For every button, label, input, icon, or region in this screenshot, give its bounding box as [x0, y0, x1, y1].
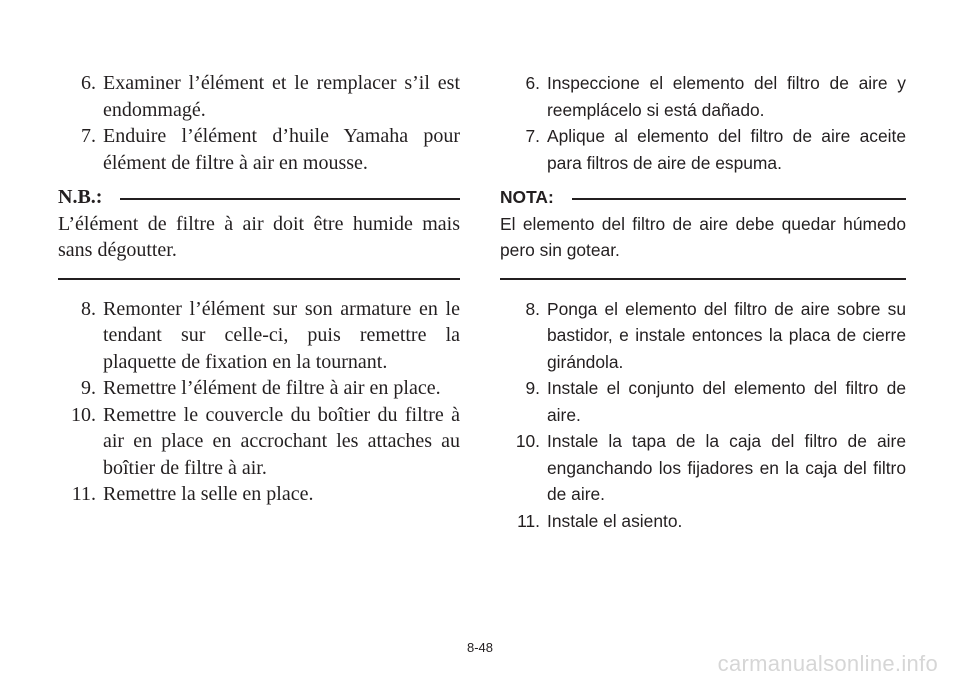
spanish-column	[500, 70, 906, 534]
step-number: 7.	[81, 125, 96, 147]
step-number: 7.	[525, 126, 540, 146]
step-number: 11.	[71, 483, 96, 505]
step-number: 9.	[525, 378, 540, 398]
step-number: 11.	[517, 510, 540, 531]
step-text: Aplique al elemento del filtro de aire aceite para filtros de aire de espuma.	[547, 126, 906, 173]
step-text: Remettre le couvercle du boîtier du filtre à air en place en accrochant les attaches au boîtier de filtre à air.	[103, 403, 460, 479]
note-label: NOTA:	[500, 187, 554, 207]
note-text: L’élément de filtre à air doit être humide mais sans dégoutter.	[58, 212, 460, 261]
step-text: Instale la tapa de la caja del filtro de aire enganchando los fijadores en la caja del filtro de aire.	[547, 431, 906, 504]
note-header	[500, 184, 906, 211]
step-text: Instale el conjunto del elemento del filtro de aire.	[547, 378, 906, 425]
step-8	[500, 296, 906, 376]
step-number: 6.	[81, 72, 96, 94]
step-11	[58, 481, 460, 508]
note-end-rule	[500, 278, 906, 280]
step-text: Remettre la selle en place.	[103, 483, 314, 505]
step-9	[58, 375, 460, 402]
note-rule	[120, 198, 460, 200]
step-text: Remettre l’élément de filtre à air en place.	[103, 377, 441, 399]
step-number: 9.	[81, 377, 96, 399]
step-7	[58, 123, 460, 176]
step-11	[500, 508, 906, 535]
note-header	[58, 184, 460, 211]
note-text: El elemento del filtro de aire debe quedar húmedo pero sin gotear.	[500, 213, 906, 260]
step-text: Remonter l’élément sur son armature en le tendant sur celle-ci, puis remettre la plaquette de fixation en la tournant.	[103, 297, 460, 373]
step-10	[58, 402, 460, 482]
step-text: Instale el asiento.	[547, 510, 683, 531]
step-number: 10.	[515, 431, 540, 451]
step-9	[500, 375, 906, 428]
step-6	[500, 70, 906, 123]
step-number: 8.	[81, 297, 96, 320]
note-end-rule	[58, 278, 460, 280]
note-label: N.B.:	[58, 186, 103, 208]
step-8	[58, 296, 460, 376]
watermark: carmanualsonline.info	[717, 651, 938, 676]
step-10	[500, 428, 906, 508]
page-number: 8-48	[466, 640, 494, 655]
step-number: 6.	[525, 73, 540, 93]
french-column	[58, 70, 460, 508]
step-number: 8.	[525, 298, 540, 319]
step-text: Ponga el elemento del filtro de aire sobre su bastidor, e instale entonces la placa de cierre girándola.	[547, 298, 906, 372]
step-7	[500, 123, 906, 176]
step-text: Examiner l’élément et le remplacer s’il est endommagé.	[103, 72, 460, 121]
step-6	[58, 70, 460, 123]
step-text: Inspeccione el elemento del filtro de aire y reemplácelo si está dañado.	[547, 73, 906, 120]
step-number: 10.	[71, 403, 96, 426]
note-rule	[572, 198, 906, 200]
step-text: Enduire l’élément d’huile Yamaha pour élément de filtre à air en mousse.	[103, 125, 460, 174]
